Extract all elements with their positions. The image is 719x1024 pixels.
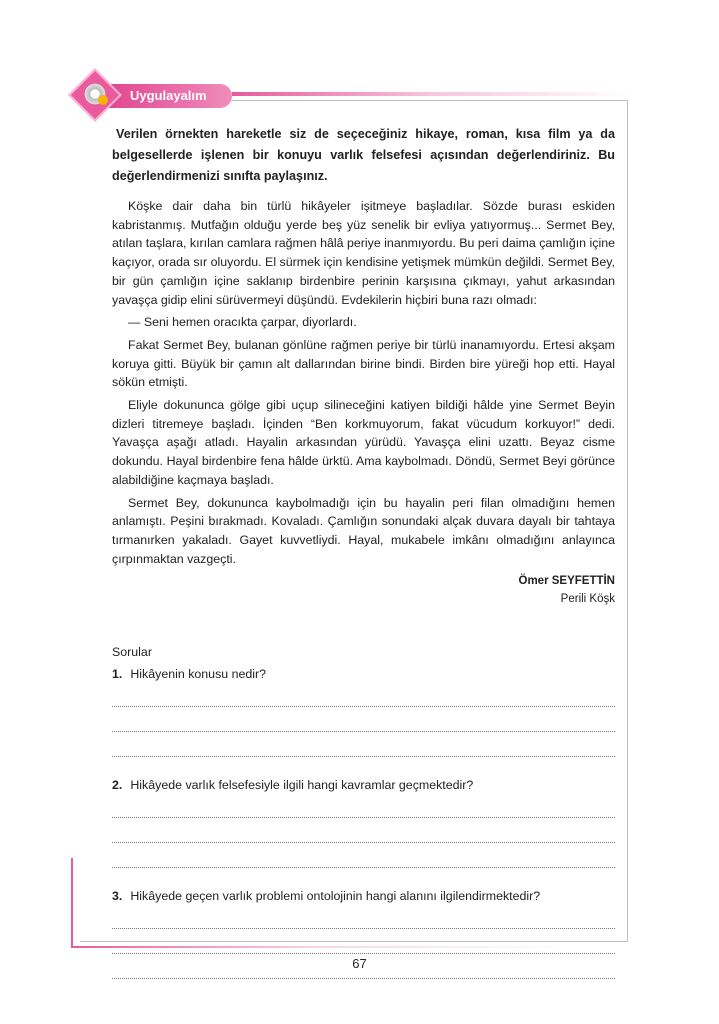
page-number: 67 [352,956,367,971]
answer-line[interactable] [112,929,615,954]
answer-line[interactable] [112,732,615,757]
header-rule [232,92,632,96]
work-title: Perili Köşk [560,593,615,606]
answer-line[interactable] [112,793,615,818]
question [112,777,615,793]
author: Ömer SEYFETTİN [518,575,615,588]
answer-line[interactable] [112,843,615,868]
paragraph: — Seni hemen oracıkta çarpar, diyorlardı. [128,315,357,330]
paragraph: Fakat Sermet Bey, bulanan gönlüne rağmen periye bir türlü inanamıyordu. Ertesi akşam koruya gitti. Büyük bir çamın alt dallarından birine bindi. Birden bire yüreği hop etti. Hayal sökün etmişti. [112,337,615,390]
question-number: 3. [112,889,123,904]
question-text: Hikâyede geçen varlık problemi ontolojinin hangi alanını ilgilendirmektedir? [130,889,541,904]
question-text: Hikâyenin konusu nedir? [130,667,267,682]
answer-line[interactable] [112,707,615,732]
question [112,666,615,682]
answer-line[interactable] [112,682,615,707]
pink-accent-left [71,858,73,948]
answer-line[interactable] [112,818,615,843]
question-number: 2. [112,778,123,793]
questions-section [112,644,615,979]
paragraph: Köşke dair daha bin türlü hikâyeler işitmeye başladılar. Sözde burası eskiden kabristanmış. Mutfağın olduğu yerde beş yüz senelik bir evliya yatıyormuş... Sermet Bey, atılan taşlara, kırılan camlara rağmen hâlâ periye inanmıyordu. Bu peri daima çamlığın içine kaçıyor, orada sır oluyordu. El sürmek için kendisine yetişmek mümkün değildi. Sermet Bey, bir gün çamlığın içine saklanıp birdenbire perinin karşısına çıkmayı, yahut arkasından yavaşça gidip elini sürüvermeyi düşündü. Evdekilerin hiçbiri buna razı olmadı: [112,199,615,307]
question-number: 1. [112,667,123,682]
paragraph: Sermet Bey, dokununca kaybolmadığı için bu hayalin peri filan olmadığını hemen anlamıştı. Peşini bırakmadı. Kovaladı. Çamlığın sonundaki alçak duvara dayalı bir tahtaya tırmanırken yakaladı. Gayet kuvvetliydi. Hayal, mukabele imkânı olmadığını anlayınca çırpınmaktan vazgeçti. [112,495,615,566]
story-text [112,197,615,568]
small-gear-icon [98,95,108,105]
questions-heading: Sorular [112,645,152,660]
paragraph: Eliyle dokununca gölge gibi uçup silineceğini katiyen bildiği hâlde yine Sermet Beyin dizleri titremeye başladı. İçinden “Ben korkmuyorum, fakat vücudum korkuyor!” dedi. Yavaşça aşağı atladı. Hayalin arkasından yürüdü. Yavaşça elini uzattı. Beyaz cisme dokundu. Hayal birdenbire fena hâlde ürktü. Ama kaybolmadı. Döndü, Sermet Beyi görünce alabildiğine kaçmaya başladı. [112,398,615,487]
instructions: Verilen örnekten hareketle siz de seçeceğiniz hikaye, roman, kısa film ya da belgesellerde işlenen bir konuyu varlık felsefesi açısından değerlendiriniz. Bu değerlendirmenizi sınıfta paylaşınız. [112,127,615,183]
question-text: Hikâyede varlık felsefesiyle ilgili hangi kavramlar geçmektedir? [130,778,474,793]
section-label: Uygulayalım [108,84,232,108]
content-column [112,124,615,979]
question [112,888,615,904]
answer-line[interactable] [112,904,615,929]
